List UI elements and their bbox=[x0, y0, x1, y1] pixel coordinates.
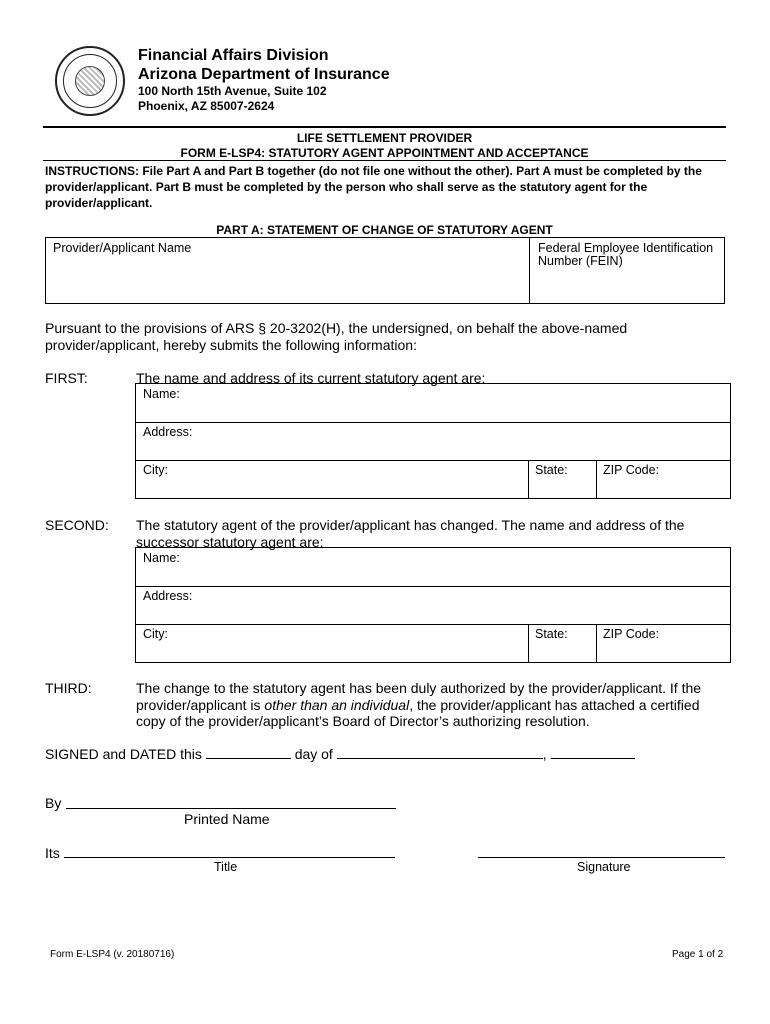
division-title: Financial Affairs Division bbox=[138, 47, 329, 64]
first-zip-label: ZIP Code: bbox=[603, 463, 660, 477]
second-zip-label: ZIP Code: bbox=[603, 627, 660, 641]
department-title: Arizona Department of Insurance bbox=[138, 66, 390, 83]
provider-name-field[interactable] bbox=[52, 255, 522, 301]
third-text: The change to the statutory agent has been duly authorized by the provider/applicant. If the provider/applicant is other than an individual, the provider/applicant has attached a certified copy of the provider/applicant’s Board of Director’s authorizing resolution. bbox=[136, 680, 702, 729]
second-label: SECOND: bbox=[45, 517, 109, 533]
first-agent-box bbox=[135, 383, 731, 499]
second-city-field[interactable] bbox=[176, 626, 524, 661]
second-state-field[interactable] bbox=[532, 643, 594, 661]
title-divider bbox=[43, 160, 726, 161]
first-address-label: Address: bbox=[143, 425, 193, 439]
first-city-field[interactable] bbox=[176, 462, 524, 497]
second-name-label: Name: bbox=[143, 551, 180, 565]
first-label: FIRST: bbox=[45, 370, 88, 386]
second-state-label: State: bbox=[535, 627, 568, 641]
second-agent-box bbox=[135, 547, 731, 663]
signature-line[interactable] bbox=[478, 857, 725, 858]
signed-year-field[interactable] bbox=[551, 746, 635, 759]
first-name-label: Name: bbox=[143, 387, 180, 401]
pursuant-paragraph: Pursuant to the provisions of ARS § 20-3202(H), the undersigned, on behalf the above-named provider/applicant, hereby submits the following information: bbox=[45, 320, 628, 353]
first-address-field[interactable] bbox=[196, 424, 726, 458]
second-text: The statutory agent of the provider/applicant has changed. The name and address of the successor statutory agent are: bbox=[136, 517, 685, 550]
instructions: INSTRUCTIONS: File Part A and Part B together (do not file one without the other). Part A must be completed by the provider/applicant. Part B must be completed by the person who shall serve as the statutory agent for the provider/applicant. bbox=[45, 164, 702, 210]
second-address-field[interactable] bbox=[196, 588, 726, 622]
page-number: Page 1 of 2 bbox=[672, 949, 724, 960]
form-version: Form E-LSP4 (v. 20180716) bbox=[50, 949, 175, 960]
title-line[interactable] bbox=[64, 857, 395, 858]
first-text: The name and address of its current statutory agent are: bbox=[136, 370, 486, 386]
first-name-field[interactable] bbox=[186, 386, 726, 420]
signed-dated-line: SIGNED and DATED this day of , bbox=[45, 746, 635, 763]
form-title-line1: LIFE SETTLEMENT PROVIDER bbox=[296, 131, 473, 145]
by-label: By bbox=[45, 795, 62, 811]
fein-field[interactable] bbox=[535, 270, 721, 300]
first-state-field[interactable] bbox=[532, 479, 594, 497]
fein-label: Federal Employee Identification Number (FEIN) bbox=[538, 241, 714, 268]
second-name-field[interactable] bbox=[186, 550, 726, 584]
first-state-label: State: bbox=[535, 463, 568, 477]
signed-month-field[interactable] bbox=[337, 746, 543, 759]
its-label: Its bbox=[45, 845, 60, 861]
address-line-1: 100 North 15th Avenue, Suite 102 bbox=[138, 84, 327, 98]
header-divider bbox=[43, 126, 726, 128]
arizona-seal-icon bbox=[55, 46, 125, 116]
first-city-label: City: bbox=[143, 463, 168, 477]
third-label: THIRD: bbox=[45, 680, 92, 696]
second-city-label: City: bbox=[143, 627, 168, 641]
first-zip-field[interactable] bbox=[600, 479, 728, 497]
form-title-line2: FORM E-LSP4: STATUTORY AGENT APPOINTMENT AND ACCEPTANCE bbox=[180, 146, 589, 160]
part-a-heading: PART A: STATEMENT OF CHANGE OF STATUTORY AGENT bbox=[216, 223, 553, 237]
second-zip-field[interactable] bbox=[600, 643, 728, 661]
address-line-2: Phoenix, AZ 85007-2624 bbox=[138, 99, 275, 113]
printed-name-line[interactable] bbox=[66, 808, 396, 809]
provider-name-label: Provider/Applicant Name bbox=[53, 241, 192, 255]
printed-name-label: Printed Name bbox=[184, 811, 270, 827]
signed-day-field[interactable] bbox=[206, 746, 291, 759]
title-label: Title bbox=[214, 860, 238, 874]
second-address-label: Address: bbox=[143, 589, 193, 603]
signature-label: Signature bbox=[577, 860, 631, 874]
